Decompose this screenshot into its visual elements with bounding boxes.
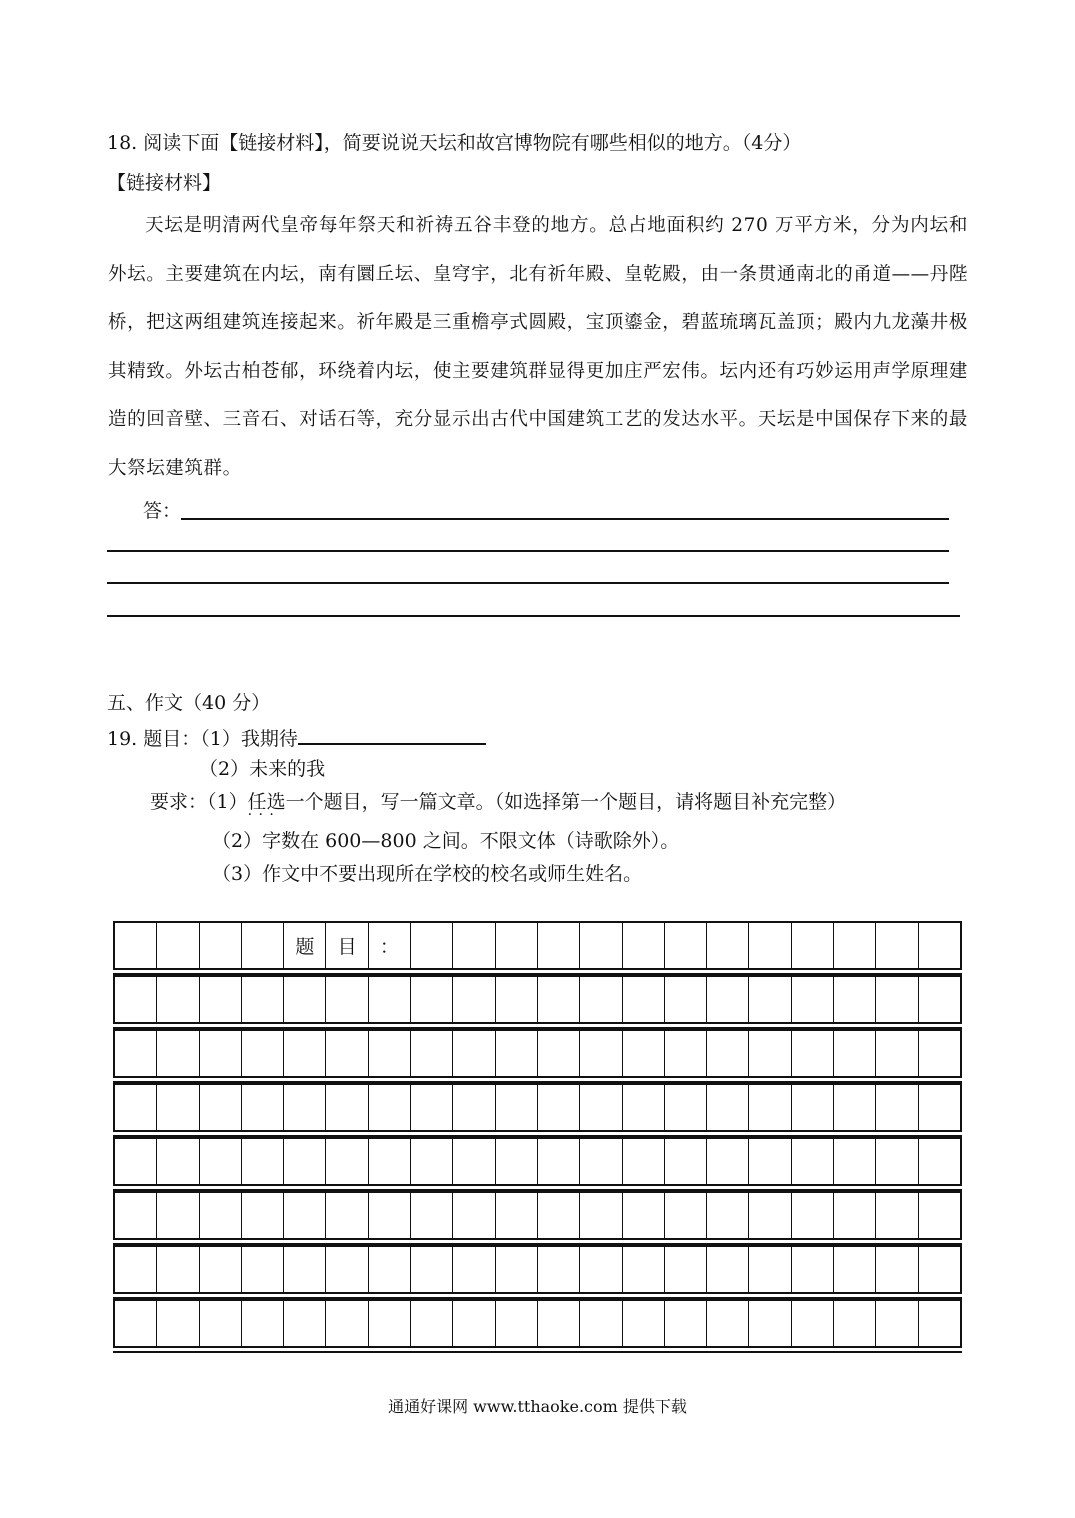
grid-cell[interactable]: [242, 1193, 284, 1238]
grid-cell[interactable]: [538, 1301, 580, 1346]
grid-cell[interactable]: [707, 1031, 749, 1076]
grid-cell[interactable]: [284, 1031, 326, 1076]
grid-cell[interactable]: [496, 977, 538, 1022]
grid-cell[interactable]: [115, 1247, 157, 1292]
grid-cell[interactable]: [369, 1139, 411, 1184]
grid-cell[interactable]: [496, 1301, 538, 1346]
grid-cell[interactable]: 题: [284, 923, 326, 968]
grid-cell[interactable]: [496, 1193, 538, 1238]
grid-cell[interactable]: [200, 977, 242, 1022]
grid-cell[interactable]: [834, 923, 876, 968]
grid-cell[interactable]: [707, 1085, 749, 1130]
grid-cell[interactable]: [749, 1031, 791, 1076]
grid-cell[interactable]: [792, 1031, 834, 1076]
grid-cell[interactable]: [453, 977, 495, 1022]
grid-cell[interactable]: [157, 1139, 199, 1184]
grid-cell[interactable]: [876, 923, 918, 968]
grid-cell[interactable]: [919, 1193, 960, 1238]
grid-cell[interactable]: [538, 1193, 580, 1238]
grid-cell[interactable]: [580, 923, 622, 968]
grid-cell[interactable]: [665, 1085, 707, 1130]
grid-row: [113, 1245, 962, 1294]
footer: 通通好课网 www.tthaoke.com 提供下载: [388, 1397, 687, 1416]
grid-cell[interactable]: [453, 1301, 495, 1346]
grid-cell[interactable]: [665, 1247, 707, 1292]
grid-cell[interactable]: [749, 1139, 791, 1184]
requirement-3: （3）作文中不要出现所在学校的校名或师生姓名。: [212, 863, 643, 885]
grid-cell[interactable]: [876, 1031, 918, 1076]
grid-cell[interactable]: [326, 1301, 368, 1346]
question-18: 18. 阅读下面【链接材料】，简要说说天坛和故宫博物院有哪些相似的地方。（4分）: [107, 132, 802, 154]
grid-cell[interactable]: [411, 1139, 453, 1184]
grid-cell[interactable]: [411, 1085, 453, 1130]
grid-cell[interactable]: [623, 1085, 665, 1130]
grid-cell[interactable]: [284, 1139, 326, 1184]
grid-cell[interactable]: [623, 1031, 665, 1076]
grid-cell[interactable]: [834, 1031, 876, 1076]
grid-cell[interactable]: [496, 1139, 538, 1184]
title-blank[interactable]: [298, 723, 486, 745]
grid-cell[interactable]: [580, 1247, 622, 1292]
grid-cell[interactable]: [411, 923, 453, 968]
grid-cell[interactable]: [200, 1301, 242, 1346]
grid-cell[interactable]: [115, 1031, 157, 1076]
grid-cell[interactable]: [326, 977, 368, 1022]
grid-cell[interactable]: [326, 1139, 368, 1184]
grid-cell[interactable]: [538, 1031, 580, 1076]
grid-cell[interactable]: [876, 1085, 918, 1130]
answer-line-2[interactable]: [107, 550, 949, 552]
grid-row: [113, 1083, 962, 1132]
grid-cell[interactable]: [453, 1247, 495, 1292]
grid-cell[interactable]: [749, 977, 791, 1022]
grid-cell[interactable]: [919, 977, 960, 1022]
grid-cell[interactable]: [242, 1085, 284, 1130]
grid-cell[interactable]: [580, 1031, 622, 1076]
grid-cell[interactable]: [580, 1085, 622, 1130]
grid-cell[interactable]: [792, 1139, 834, 1184]
grid-cell[interactable]: [707, 1301, 749, 1346]
grid-row: [113, 921, 962, 970]
grid-cell[interactable]: [834, 977, 876, 1022]
grid-cell[interactable]: [665, 1139, 707, 1184]
grid-cell[interactable]: [284, 977, 326, 1022]
q19-prefix: 19. 题目：（1）我期待: [107, 728, 298, 750]
grid-cell[interactable]: [242, 1301, 284, 1346]
grid-row: [113, 1191, 962, 1240]
grid-cell[interactable]: [242, 1139, 284, 1184]
grid-cell[interactable]: [538, 1139, 580, 1184]
requirement-2: （2）字数在 600—800 之间。不限文体（诗歌除外）。: [212, 830, 680, 852]
grid-cell[interactable]: [453, 1139, 495, 1184]
grid-cell[interactable]: [496, 923, 538, 968]
grid-cell[interactable]: [623, 1301, 665, 1346]
grid-cell[interactable]: [834, 1139, 876, 1184]
grid-cell[interactable]: [411, 1193, 453, 1238]
grid-cell[interactable]: [411, 977, 453, 1022]
grid-cell[interactable]: [919, 1247, 960, 1292]
grid-cell[interactable]: [453, 923, 495, 968]
grid-cell[interactable]: [369, 1031, 411, 1076]
grid-cell[interactable]: [538, 923, 580, 968]
grid-cell[interactable]: [665, 923, 707, 968]
grid-row: [113, 975, 962, 1024]
grid-cell[interactable]: [496, 1031, 538, 1076]
req-rest: 题目，写一篇文章。（如选择第一个题目，请将题目补充完整）: [323, 791, 847, 813]
grid-cell[interactable]: [707, 1247, 749, 1292]
grid-cell[interactable]: [665, 977, 707, 1022]
grid-cell[interactable]: [876, 1247, 918, 1292]
grid-cell[interactable]: [834, 1301, 876, 1346]
grid-cell[interactable]: [707, 923, 749, 968]
grid-cell[interactable]: [792, 1301, 834, 1346]
grid-row: [113, 1299, 962, 1348]
grid-cell[interactable]: [665, 1193, 707, 1238]
answer-label: 答：: [143, 500, 182, 522]
grid-cell[interactable]: [326, 1085, 368, 1130]
grid-row: [113, 1029, 962, 1078]
grid-cell[interactable]: [326, 1247, 368, 1292]
grid-cell[interactable]: [200, 1031, 242, 1076]
grid-cell[interactable]: [580, 977, 622, 1022]
grid-cell[interactable]: [115, 1301, 157, 1346]
grid-cell[interactable]: [623, 977, 665, 1022]
grid-cell[interactable]: [538, 1247, 580, 1292]
grid-cell[interactable]: [538, 977, 580, 1022]
grid-cell[interactable]: [242, 1031, 284, 1076]
grid-cell[interactable]: [707, 1193, 749, 1238]
grid-cell[interactable]: [707, 977, 749, 1022]
grid-cell[interactable]: [115, 923, 157, 968]
req-prefix: 要求：（1）: [150, 791, 248, 813]
grid-cell[interactable]: [665, 1301, 707, 1346]
grid-cell[interactable]: [326, 1193, 368, 1238]
grid-cell[interactable]: ：: [369, 923, 411, 968]
grid-cell[interactable]: [157, 1247, 199, 1292]
grid-cell[interactable]: [369, 1085, 411, 1130]
grid-cell[interactable]: [200, 1247, 242, 1292]
grid-cell[interactable]: [538, 1085, 580, 1130]
grid-cell[interactable]: [749, 1247, 791, 1292]
grid-cell[interactable]: [411, 1301, 453, 1346]
grid-cell[interactable]: [157, 923, 199, 968]
grid-cell[interactable]: [623, 1193, 665, 1238]
grid-cell[interactable]: [411, 1247, 453, 1292]
grid-cell[interactable]: [919, 1031, 960, 1076]
grid-cell[interactable]: [580, 1139, 622, 1184]
grid-cell[interactable]: [919, 1085, 960, 1130]
material-text: 天坛是明清两代皇帝每年祭天和祈祷五谷丰登的地方。总占地面积约 270 万平方米，分为内坛和外坛。主要建筑在内坛，南有圜丘坛、皇穹宇，北有祈年殿、皇乾殿，由一条贯通南北的甬道——丹陛桥，把这两组建筑连接起来。祈年殿是三重檐亭式圆殿，宝顶鎏金，碧蓝琉璃瓦盖顶；殿内九龙藻井极其精致。外坛古柏苍郁，环绕着内坛，使主要建筑群显得更加庄严宏伟。坛内还有巧妙运用声学原理建造的回音壁、三音石、对话石等，充分显示出古代中国建筑工艺的发达水平。天坛是中国保存下来的最大祭坛建筑群。: [108, 215, 968, 479]
grid-cell[interactable]: [157, 1031, 199, 1076]
grid-cell[interactable]: [876, 977, 918, 1022]
grid-cell[interactable]: [792, 977, 834, 1022]
grid-cell[interactable]: [284, 1301, 326, 1346]
grid-cell[interactable]: [792, 1193, 834, 1238]
grid-cell[interactable]: [496, 1247, 538, 1292]
grid-cell[interactable]: [453, 1031, 495, 1076]
grid-cell[interactable]: [623, 923, 665, 968]
grid-cell[interactable]: [707, 1139, 749, 1184]
grid-cell[interactable]: [834, 1247, 876, 1292]
grid-cell[interactable]: [792, 923, 834, 968]
grid-cell[interactable]: [580, 1193, 622, 1238]
grid-cell[interactable]: [115, 977, 157, 1022]
grid-cell[interactable]: [919, 1139, 960, 1184]
grid-cell[interactable]: [242, 923, 284, 968]
answer-line-1[interactable]: [181, 518, 949, 520]
grid-cell[interactable]: [157, 977, 199, 1022]
grid-cell[interactable]: [834, 1193, 876, 1238]
grid-cell[interactable]: [453, 1193, 495, 1238]
grid-cell[interactable]: [115, 1085, 157, 1130]
grid-cell[interactable]: [919, 1301, 960, 1346]
answer-line-3[interactable]: [107, 582, 949, 584]
grid-cell[interactable]: 目: [326, 923, 368, 968]
grid-cell[interactable]: [919, 923, 960, 968]
option-2: （2）未来的我: [199, 758, 326, 780]
grid-cell[interactable]: [115, 1139, 157, 1184]
grid-cell[interactable]: [157, 1085, 199, 1130]
grid-cell[interactable]: [496, 1085, 538, 1130]
grid-cell[interactable]: [453, 1085, 495, 1130]
grid-cell[interactable]: [115, 1193, 157, 1238]
grid-cell[interactable]: [326, 1031, 368, 1076]
grid-cell[interactable]: [792, 1085, 834, 1130]
grid-cell[interactable]: [369, 977, 411, 1022]
grid-cell[interactable]: [665, 1031, 707, 1076]
grid-cell[interactable]: [200, 1193, 242, 1238]
grid-cell[interactable]: [749, 923, 791, 968]
grid-cell[interactable]: [369, 1301, 411, 1346]
question-19: [107, 723, 486, 752]
requirement-1: [150, 789, 846, 815]
grid-cell[interactable]: [411, 1031, 453, 1076]
req-emphasis: 任选一个 · · ·: [248, 789, 324, 815]
material-heading: 【链接材料】: [107, 172, 222, 194]
grid-cell[interactable]: [284, 1247, 326, 1292]
grid-cell[interactable]: [242, 1247, 284, 1292]
grid-cell[interactable]: [623, 1247, 665, 1292]
grid-cell[interactable]: [749, 1193, 791, 1238]
grid-cell[interactable]: [580, 1301, 622, 1346]
grid-cell[interactable]: [749, 1085, 791, 1130]
grid-cell[interactable]: [876, 1301, 918, 1346]
grid-cell[interactable]: [284, 1085, 326, 1130]
grid-cell[interactable]: [284, 1193, 326, 1238]
answer-line-4[interactable]: [107, 615, 960, 617]
grid-cell[interactable]: [834, 1085, 876, 1130]
section-heading: 五、作文（40 分）: [107, 692, 271, 714]
grid-cell[interactable]: [157, 1301, 199, 1346]
composition-grid: [113, 921, 962, 1353]
grid-cell[interactable]: [369, 1193, 411, 1238]
grid-cell[interactable]: [623, 1139, 665, 1184]
grid-cell[interactable]: [792, 1247, 834, 1292]
grid-cell[interactable]: [876, 1139, 918, 1184]
grid-cell[interactable]: [157, 1193, 199, 1238]
grid-cell[interactable]: [200, 923, 242, 968]
grid-cell[interactable]: [876, 1193, 918, 1238]
grid-row: [113, 1137, 962, 1186]
grid-cell[interactable]: [369, 1247, 411, 1292]
grid-cell[interactable]: [200, 1139, 242, 1184]
grid-cell[interactable]: [749, 1301, 791, 1346]
grid-cell[interactable]: [242, 977, 284, 1022]
grid-cell[interactable]: [200, 1085, 242, 1130]
